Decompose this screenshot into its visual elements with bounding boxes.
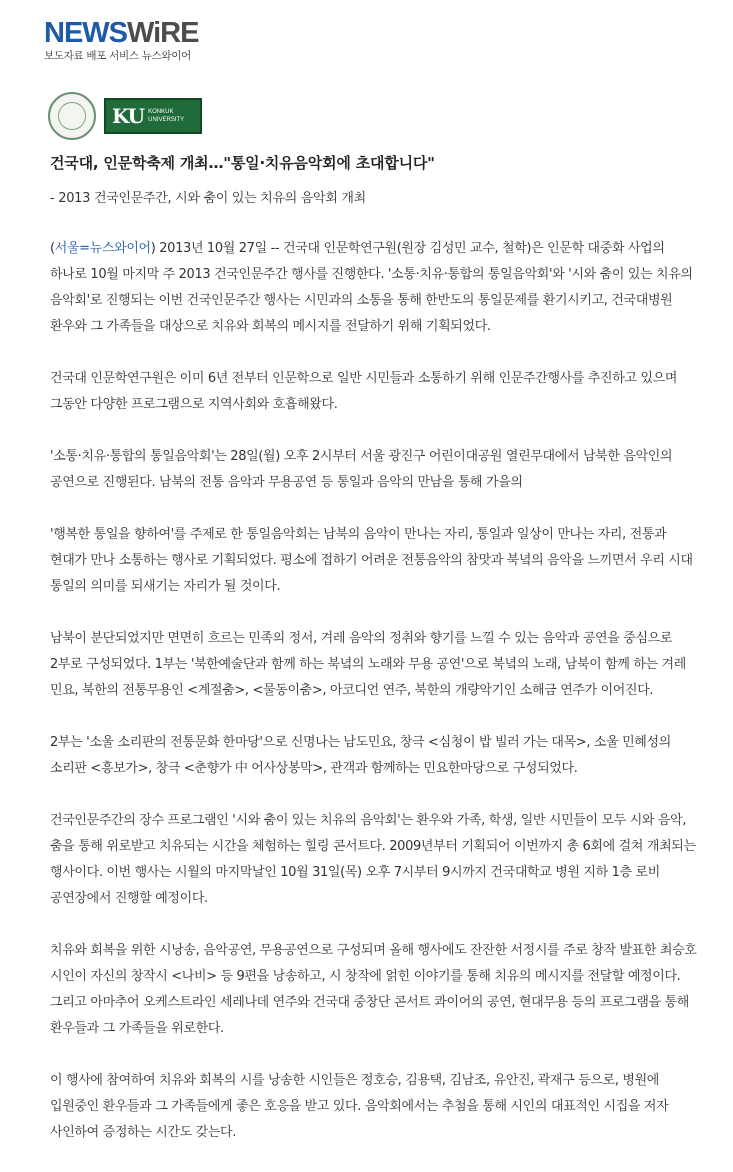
newswire-logo[interactable] xyxy=(44,18,198,48)
logo-wire: WiRE xyxy=(127,17,199,49)
article-paragraph: 2부는 '소울 소리판의 전통문화 한마당'으로 신명나는 남도민요, 창극 <심청이 밥 빌러 가는 대목>, 소울 민혜성의 소리판 <흥보가>, 창극 <춘향가 中 어사상봉막>, 관객과 함께하는 민요한마당으로 구성되었다. xyxy=(50,735,671,776)
source-agency-link[interactable]: 뉴스와이어 xyxy=(89,241,151,256)
article-paragraph: 이 행사에 참여하여 치유와 회복의 시를 낭송한 시인들은 정호승, 김용택, 김남조, 유안진, 곽재구 등으로, 병원에 입원중인 환우들과 그 가족들에게 좋은 호응을 받고 있다. 음악회에서는 추첨을 통해 시인의 대표적인 시집을 저자 사인하여 증정하는 시간도 갖는다. xyxy=(50,1073,669,1140)
organization-logos xyxy=(48,92,202,140)
konkuk-university-logo xyxy=(104,98,202,134)
ku-mark: KU xyxy=(112,104,145,128)
logo-news: NEWS xyxy=(44,17,127,49)
lead-text: ) 2013년 10월 27일 -- 건국대 인문학연구원(원장 김성민 교수, 철학)은 인문학 대중화 사업의 하나로 10월 마지막 주 2013 건국인문주간 행사를 진행한다. '소통·치유·통합의 통일음악회'와 '시와 춤이 있는 치유의 음악회'로 진행되는 이번 건국인문주간 행사는 시민과의 소통을 통해 한반도의 통일문제를 환기시키고, 건국대병원 환우와 그 가족들을 대상으로 치유와 회복의 메시지를 전달하기 위해 기획되었다. xyxy=(50,241,693,334)
article-body xyxy=(50,236,704,1172)
site-tagline: 보도자료 배포 서비스 뉴스와이어 xyxy=(44,50,191,62)
article-paragraph: 치유와 회복을 위한 시낭송, 음악공연, 무용공연으로 구성되며 올해 행사에도 잔잔한 서정시를 주로 창작 발표한 최승호 시인이 자신의 창작시 <나비> 등 9편을 낭송하고, 시 창작에 얽힌 이야기를 통해 치유의 메시지를 전달할 예정이다. 그리고 아마추어 오케스트라인 세레나데 연주와 건국대 중창단 콘서트 콰이어의 공연, 현대무용 등의 프로그램을 통해 환우들과 그 가족들을 위로한다. xyxy=(50,943,697,1036)
seal-inner-ring xyxy=(58,102,86,130)
article-paragraph: 건국인문주간의 장수 프로그램인 '시와 춤이 있는 치유의 음악회'는 환우와 가족, 학생, 일반 시민들이 모두 시와 음악, 춤을 통해 위로받고 치유되는 시간을 체험하는 힐링 콘서트다. 2009년부터 기획되어 이번까지 총 6회에 걸쳐 개최되는 행사이다. 이번 행사는 시월의 마지막날인 10월 31일(목) 오후 7시부터 9시까지 건국대학교 병원 지하 1층 로비 공연장에서 진행할 예정이다. xyxy=(50,813,696,906)
ku-word-konkuk: KONKUK xyxy=(148,109,174,115)
article-title: 건국대, 인문학축제 개최…"통일·치유음악회에 초대합니다" xyxy=(50,154,435,172)
site-header xyxy=(44,18,198,63)
article-paragraph: 건국대 인문학연구원은 이미 6년 전부터 인문학으로 일반 시민들과 소통하기 위해 인문주간행사를 추진하고 있으며 그동안 다양한 프로그램으로 지역사회와 호흡해왔다. xyxy=(50,371,678,412)
konkuk-seal-icon xyxy=(48,92,96,140)
ku-word-university: UNIVERSITY xyxy=(148,117,185,123)
source-location[interactable]: 서울= xyxy=(54,241,90,256)
article-paragraph: '행복한 통일을 향하여'를 주제로 한 통일음악회는 남북의 음악이 만나는 자리, 통일과 일상이 만나는 자리, 전통과 현대가 만나 소통하는 행사로 기획되었다. 평소에 접하기 어려운 전통음악의 참맛과 북녘의 음악을 느끼면서 우리 시대 통일의 의미를 되새기는 자리가 될 것이다. xyxy=(50,527,693,594)
lead-open-paren: ( xyxy=(50,241,55,256)
article-paragraph: '소통·치유·통합의 통일음악회'는 28일(월) 오후 2시부터 서울 광진구 어린이대공원 열린무대에서 남북한 음악인의 공연으로 진행된다. 남북의 전통 음악과 무용공연 등 통일과 음악의 만남을 통해 가을의 xyxy=(50,449,673,490)
article-lead-paragraph xyxy=(50,236,704,340)
article-subtitle: - 2013 건국인문주간, 시와 춤이 있는 치유의 음악회 개최 xyxy=(50,191,366,206)
ku-wordmark xyxy=(148,108,184,124)
article-paragraph: 남북이 분단되었지만 면면히 흐르는 민족의 정서, 겨레 음악의 정취와 향기를 느낄 수 있는 음악과 공연을 중심으로 2부로 구성되었다. 1부는 '북한예술단과 함께 하는 북녘의 노래와 무용 공연'으로 북녘의 노래, 남북이 함께 하는 겨레 민요, 북한의 전통무용인 <계절춤>, <물동이춤>, 아코디언 연주, 북한의 개량악기인 소해금 연주가 이어진다. xyxy=(50,631,686,698)
